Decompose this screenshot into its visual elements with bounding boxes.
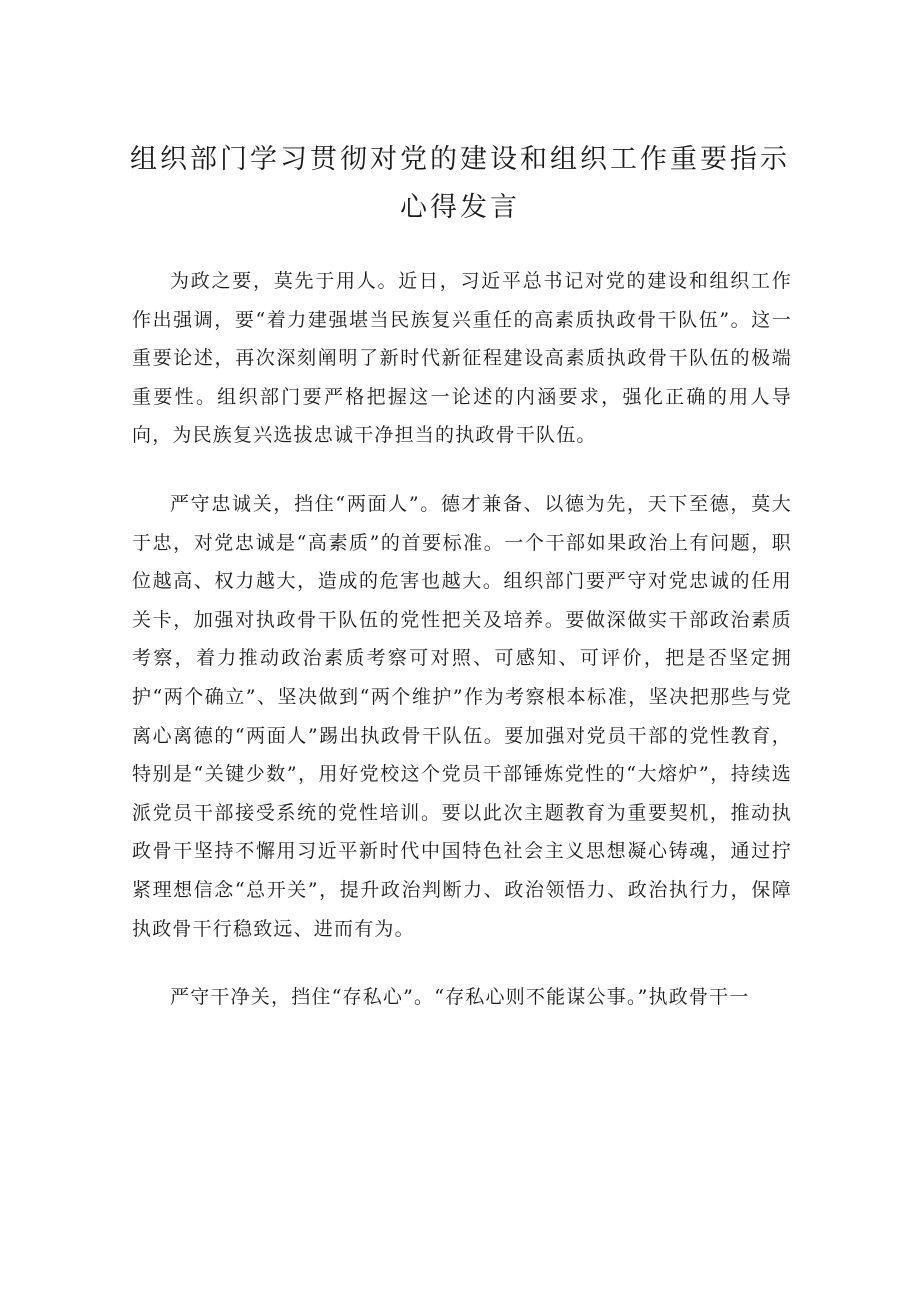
document-title: [130, 136, 790, 232]
paragraph-1: 为政之要，莫先于用人。近日，习近平总书记对党的建设和组织工作作出强调，要“着力建强堪当民族复兴重任的高素质执政骨干队伍”。这一重要论述，再次深刻阐明了新时代新征程建设高素质执政骨干队伍的极端重要性。组织部门要严格把握这一论述的内涵要求，强化正确的用人导向，为民族复兴选拔忠诚干净担当的执政骨干队伍。: [132, 270, 792, 447]
paragraph-2: 严守忠诚关，挡住“两面人”。德才兼备、以德为先，天下至德，莫大于忠，对党忠诚是“高素质”的首要标准。一个干部如果政治上有问题，职位越高、权力越大，造成的危害也越大。组织部门要严守对党忠诚的任用关卡，加强对执政骨干队伍的党性把关及培养。要做深做实干部政治素质考察，着力推动政治素质考察可对照、可感知、可评价，把是否坚定拥护“两个确立”、坚决做到“两个维护”作为考察根本标准，坚决把那些与党离心离德的“两面人”踢出执政骨干队伍。要加强对党员干部的党性教育，特别是“关键少数”，用好党校这个党员干部锤炼党性的“大熔炉”，持续选派党员干部接受系统的党性培训。要以此次主题教育为重要契机，推动执政骨干坚持不懈用习近平新时代中国特色社会主义思想凝心铸魂，通过拧紧理想信念“总开关”，提升政治判断力、政治领悟力、政治执行力，保障执政骨干行稳致远、进而有为。: [132, 492, 792, 940]
title-line-2: 心得发言: [400, 192, 520, 223]
title-line-1: 组织部门学习贯彻对党的建设和组织工作重要指示: [130, 144, 790, 175]
paragraph-3: 严守干净关，挡住“存私心”。“存私心则不能谋公事。”执政骨干一: [170, 986, 750, 1009]
document-body: [132, 262, 792, 1047]
